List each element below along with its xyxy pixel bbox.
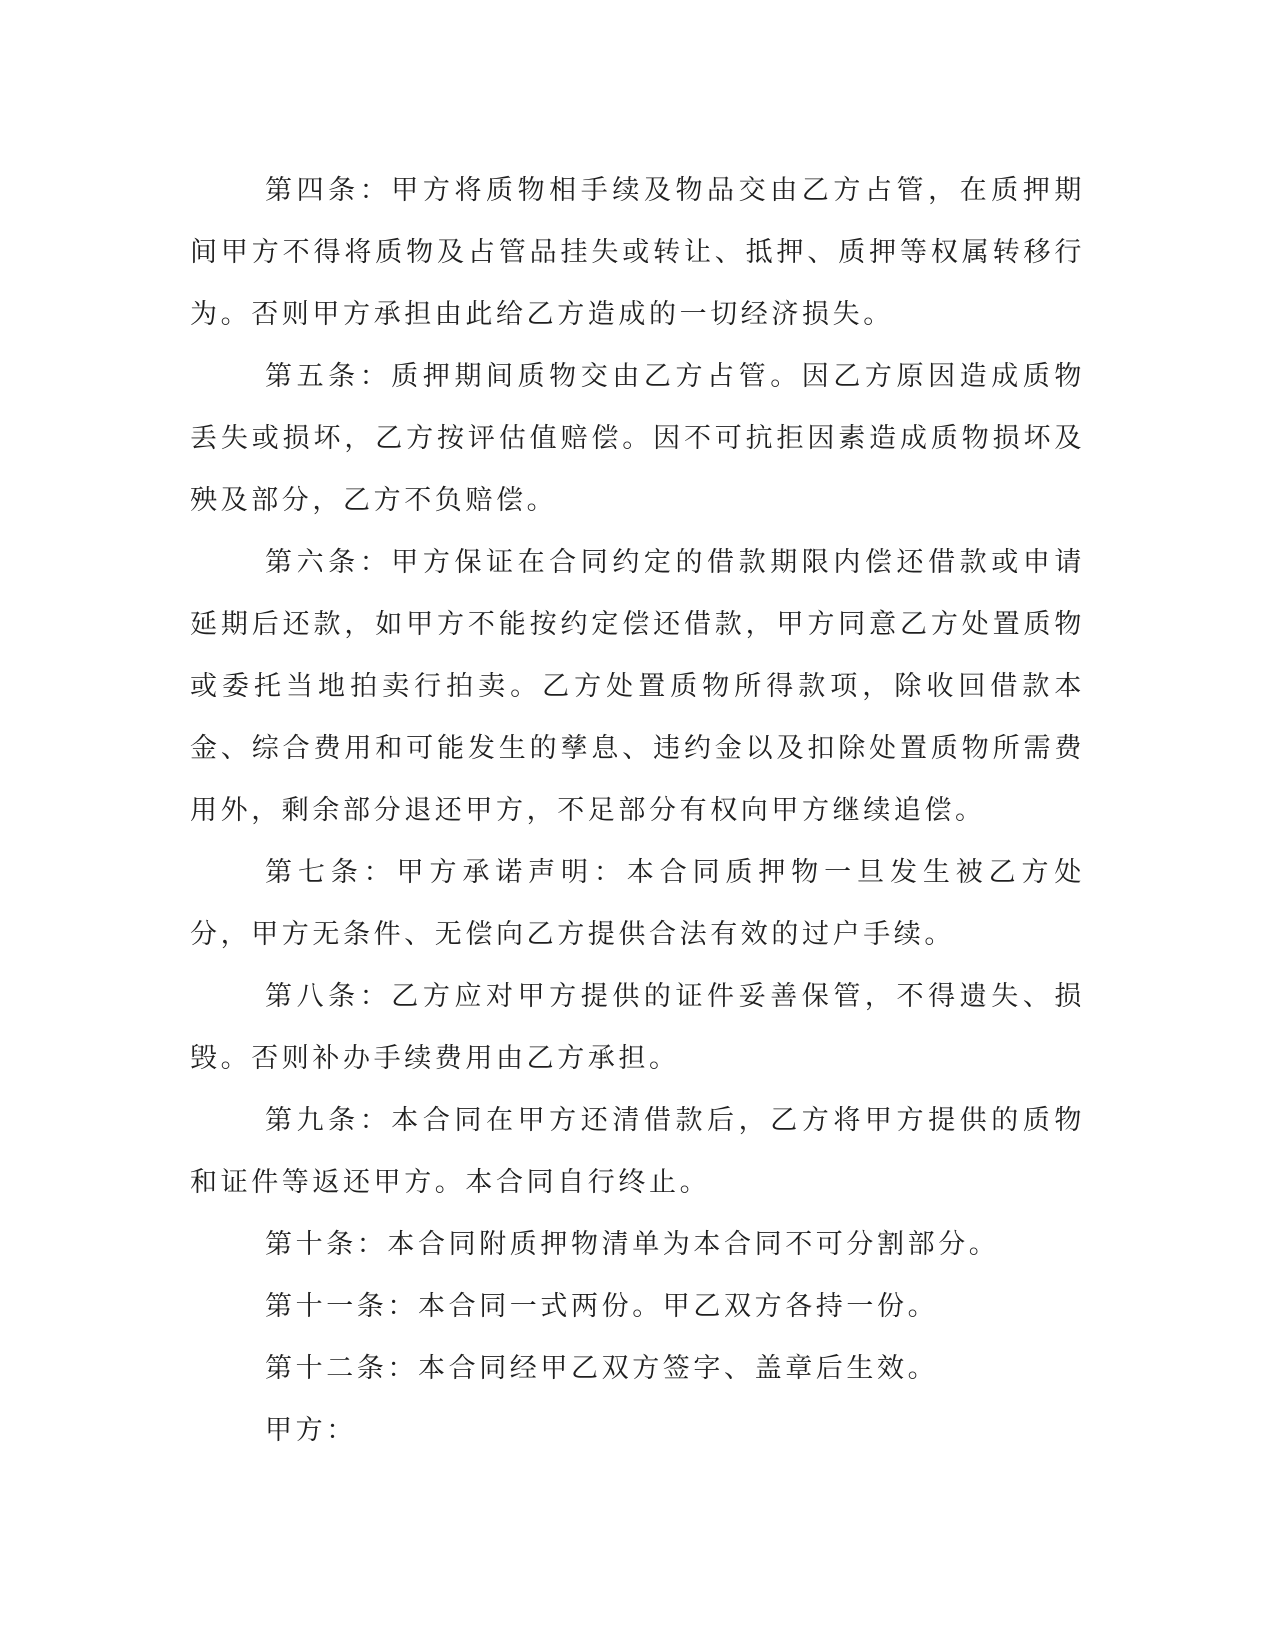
- article-6: 第六条：甲方保证在合同约定的借款期限内偿还借款或申请延期后还款，如甲方不能按约定偿还借款，甲方同意乙方处置质物或委托当地拍卖行拍卖。乙方处置质物所得款项，除收回借款本金、综合费用和可能发生的孳息、违约金以及扣除处置质物所需费用外，剩余部分退还甲方，不足部分有权向甲方继续追偿。: [190, 547, 1085, 826]
- article-8: 第八条：乙方应对甲方提供的证件妥善保管，不得遗失、损毁。否则补办手续费用由乙方承担。: [190, 981, 1085, 1074]
- article-11: 第十一条：本合同一式两份。甲乙双方各持一份。: [265, 1291, 939, 1322]
- article-7: 第七条：甲方承诺声明：本合同质押物一旦发生被乙方处分，甲方无条件、无偿向乙方提供合法有效的过户手续。: [190, 857, 1085, 950]
- article-9: 第九条：本合同在甲方还清借款后，乙方将甲方提供的质物和证件等返还甲方。本合同自行终止。: [190, 1105, 1085, 1198]
- article-12: 第十二条：本合同经甲乙双方签字、盖章后生效。: [265, 1353, 939, 1384]
- article-5: 第五条：质押期间质物交由乙方占管。因乙方原因造成质物丢失或损坏，乙方按评估值赔偿。因不可抗拒因素造成质物损坏及殃及部分，乙方不负赔偿。: [190, 361, 1085, 516]
- article-10: 第十条：本合同附质押物清单为本合同不可分割部分。: [265, 1229, 1000, 1260]
- document-body: [190, 160, 1085, 1462]
- party-a-signature-label: 甲方：: [265, 1415, 357, 1446]
- article-4: 第四条：甲方将质物相手续及物品交由乙方占管，在质押期间甲方不得将质物及占管品挂失或转让、抵押、质押等权属转移行为。否则甲方承担由此给乙方造成的一切经济损失。: [190, 175, 1085, 330]
